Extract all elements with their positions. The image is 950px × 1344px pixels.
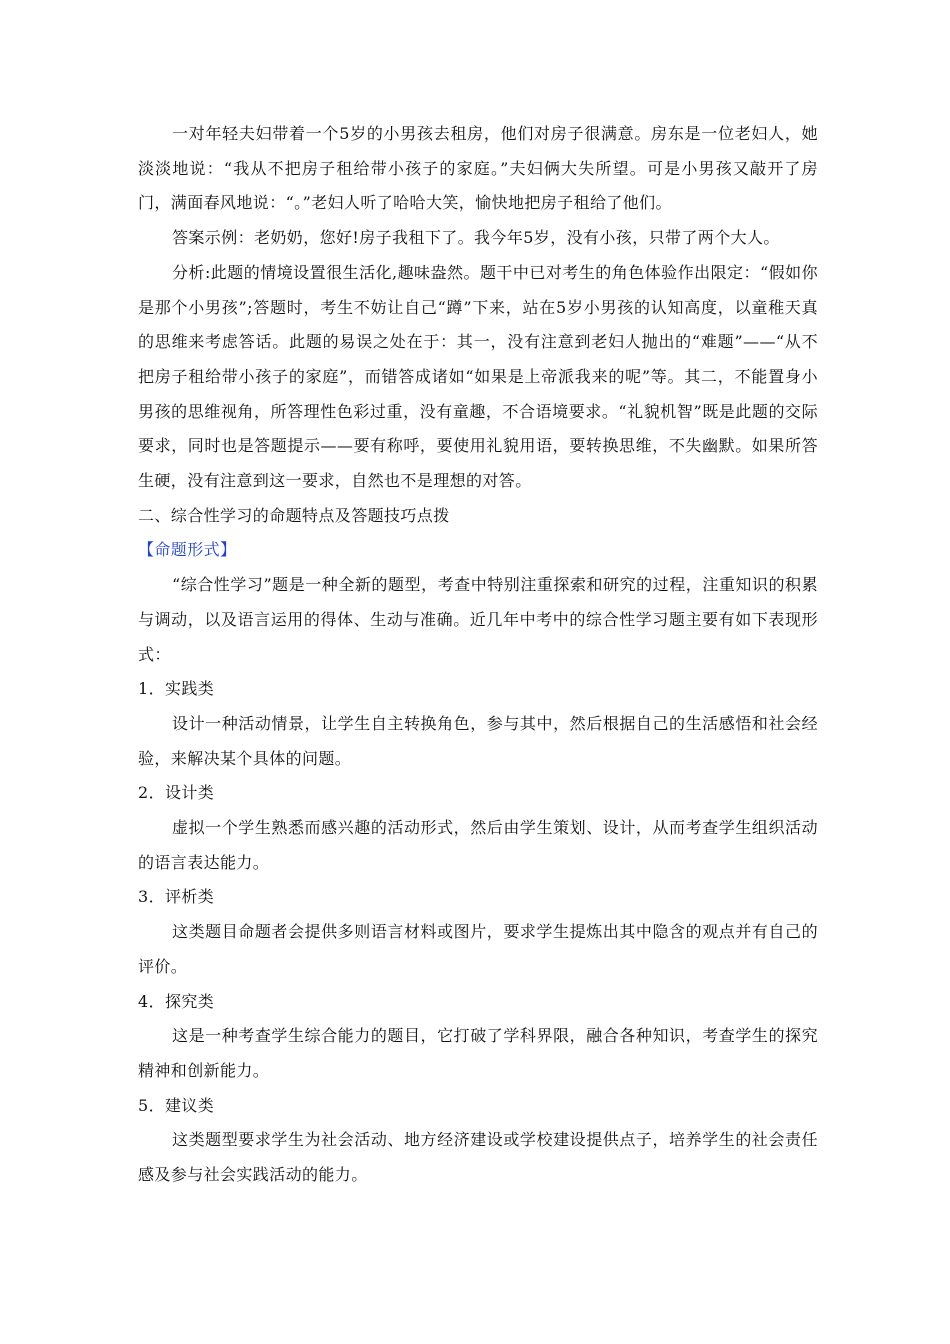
- story-paragraph: 一对年轻夫妇带着一个5岁的小男孩去租房，他们对房子很满意。房东是一位老妇人，她淡淡地说：“我从不把房子租给带小孩子的家庭。”夫妇俩大失所望。可是小男孩又敲开了房门，满面春风地说：“。”老妇人听了哈哈大笑，愉快地把房子租给了他们。: [138, 124, 818, 213]
- item-body-design: 虚拟一个学生熟悉而感兴趣的活动形式，然后由学生策划、设计，从而考查学生组织活动的语言表达能力。: [138, 818, 818, 872]
- item-title-exploration: 4．探究类: [138, 991, 215, 1011]
- item-title-design: 2．设计类: [138, 783, 215, 803]
- item-title-suggestion: 5．建议类: [138, 1095, 215, 1115]
- item-body-suggestion: 这类题型要求学生为社会活动、地方经济建设或学校建设提供点子，培养学生的社会责任感及参与社会实践活动的能力。: [138, 1130, 818, 1185]
- item-body-practice: 设计一种活动情景，让学生自主转换角色，参与其中，然后根据自己的生活感悟和社会经验，来解决某个具体的问题。: [138, 713, 818, 768]
- section-heading: 二、综合性学习的命题特点及答题技巧点拨: [138, 505, 450, 525]
- item-body-exploration: 这是一种考查学生综合能力的题目，它打破了学科界限，融合各种知识，考查学生的探究精神和创新能力。: [138, 1026, 818, 1080]
- form-heading: 【命题形式】: [138, 540, 237, 560]
- answer-example-paragraph: 答案示例：老奶奶，您好!房子我租下了。我今年5岁，没有小孩，只带了两个大人。: [172, 228, 780, 248]
- item-body-evaluation: 这类题目命题者会提供多则语言材料或图片，要求学生提炼出其中隐含的观点并有自己的评价。: [138, 922, 818, 976]
- item-title-evaluation: 3．评析类: [138, 887, 215, 907]
- analysis-paragraph: 分析:此题的情境设置很生活化,趣味盎然。题干中已对考生的角色体验作出限定：“假如你是那个小男孩”;答题时，考生不妨让自己“蹲”下来，站在5岁小男孩的认知高度，以童稚天真的思维来考虑答话。此题的易误之处在于：其一，没有注意到老妇人抛出的“难题”——“从不把房子租给带小孩子的家庭”，而错答成诸如“如果是上帝派我来的呢”等。其二，不能置身小男孩的思维视角，所答理性色彩过重，没有童趣，不合语境要求。“礼貌机智”既是此题的交际要求，同时也是答题提示——要有称呼，要使用礼貌用语，要转换思维，不失幽默。如果所答生硬，没有注意到这一要求，自然也不是理想的对答。: [138, 262, 818, 491]
- document-body: [138, 117, 818, 1193]
- intro-paragraph: “综合性学习”题是一种全新的题型，考查中特别注重探索和研究的过程，注重知识的积累与调动，以及语言运用的得体、生动与准确。近几年中考中的综合性学习题主要有如下表现形式：: [138, 575, 818, 664]
- item-title-practice: 1．实践类: [138, 679, 215, 699]
